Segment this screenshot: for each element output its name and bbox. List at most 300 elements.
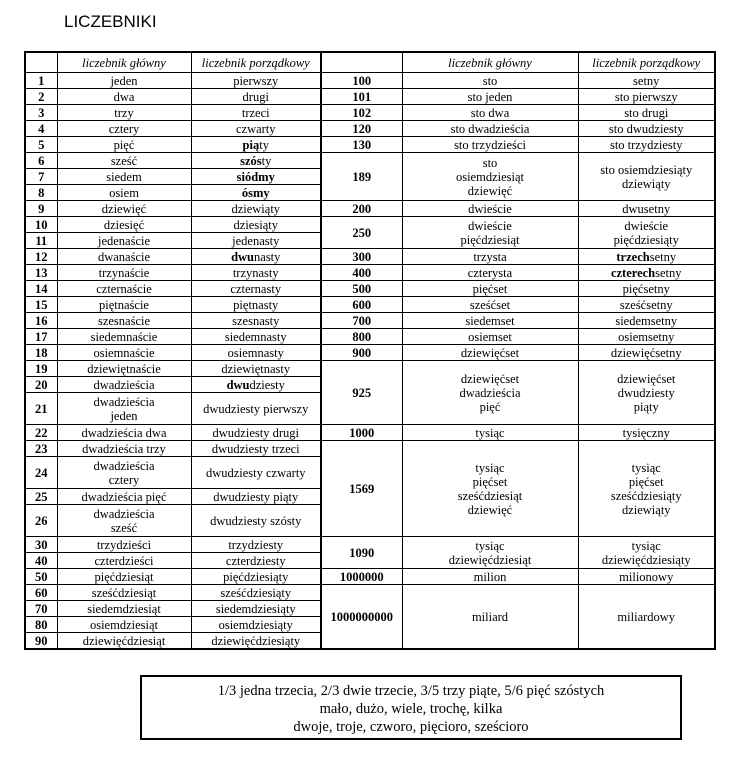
cardinal-cell bbox=[57, 553, 191, 569]
ordinal-cell bbox=[191, 137, 321, 153]
cardinal-cell bbox=[57, 265, 191, 281]
cardinal-text: dziewięćset bbox=[460, 371, 520, 386]
cardinal-text: szesnaście bbox=[97, 313, 151, 328]
cardinal-text: sto trzydzieści bbox=[454, 137, 526, 152]
ordinal-text: tysięczny bbox=[622, 425, 670, 440]
footer-box bbox=[140, 675, 682, 740]
ordinal-cell bbox=[191, 201, 321, 217]
ordinal-cell bbox=[191, 633, 321, 650]
ordinal-text: dwudziesty czwarty bbox=[205, 465, 306, 480]
cardinal-cell bbox=[57, 377, 191, 393]
cardinal-text: cztery bbox=[108, 472, 140, 487]
cardinal-text: dwadzieścia bbox=[459, 385, 521, 400]
header-ordinal-left: liczebnik porządkowy bbox=[191, 52, 321, 73]
cardinal-cell bbox=[402, 297, 578, 313]
number-cell: 22 bbox=[25, 425, 57, 441]
table-row bbox=[25, 249, 715, 265]
number-cell: 40 bbox=[25, 553, 57, 569]
header-cardinal-left: liczebnik główny bbox=[57, 52, 191, 73]
number-cell: 80 bbox=[25, 617, 57, 633]
cardinal-text: trzy bbox=[114, 105, 134, 120]
ordinal-cell bbox=[191, 233, 321, 249]
number-cell: 18 bbox=[25, 345, 57, 361]
number-cell: 1 bbox=[25, 73, 57, 89]
header-number-blank bbox=[25, 52, 57, 73]
ordinal-text: piąty bbox=[633, 399, 659, 414]
ordinal-text: dziewięćdziesiąty bbox=[211, 633, 301, 648]
number-cell: 10 bbox=[25, 217, 57, 233]
ordinal-text: dziesty bbox=[249, 377, 285, 392]
ordinal-text: trzynasty bbox=[232, 265, 279, 280]
cardinal-cell bbox=[57, 105, 191, 121]
ordinal-cell bbox=[578, 585, 715, 650]
cardinal-text: miliard bbox=[471, 609, 509, 624]
cardinal-text: dwadzieścia bbox=[93, 394, 155, 409]
ordinal-cell bbox=[578, 249, 715, 265]
ordinal-cell bbox=[578, 569, 715, 585]
number-cell: 250 bbox=[321, 217, 402, 249]
cardinal-cell bbox=[57, 537, 191, 553]
ordinal-cell bbox=[191, 505, 321, 537]
cardinal-cell bbox=[57, 329, 191, 345]
number-cell: 500 bbox=[321, 281, 402, 297]
table-row bbox=[25, 89, 715, 105]
ordinal-text: osiemdziesiąty bbox=[218, 617, 293, 632]
cardinal-text: czterysta bbox=[467, 265, 513, 280]
number-cell: 13 bbox=[25, 265, 57, 281]
ordinal-text: dziewięćset bbox=[617, 371, 676, 386]
cardinal-cell bbox=[402, 281, 578, 297]
ordinal-cell bbox=[191, 185, 321, 201]
cardinal-text: siedemnaście bbox=[90, 329, 158, 344]
ordinal-cell bbox=[191, 281, 321, 297]
cardinal-text: dwanaście bbox=[97, 249, 151, 264]
cardinal-text: pięć bbox=[479, 399, 501, 414]
ordinal-text: dwudziesty pierwszy bbox=[203, 401, 309, 416]
cardinal-text: osiemset bbox=[468, 329, 512, 344]
cardinal-cell bbox=[57, 281, 191, 297]
number-cell: 600 bbox=[321, 297, 402, 313]
cardinal-text: dwadzieścia bbox=[93, 506, 155, 521]
cardinal-cell bbox=[402, 105, 578, 121]
number-cell: 70 bbox=[25, 601, 57, 617]
ordinal-text: setny bbox=[633, 73, 660, 88]
number-cell: 130 bbox=[321, 137, 402, 153]
ordinal-text: dwudziesty drugi bbox=[212, 425, 299, 440]
ordinal-text: trzech bbox=[616, 249, 650, 264]
ordinal-text: pięćdziesiąty bbox=[613, 232, 679, 247]
header-number-blank-right bbox=[321, 52, 402, 73]
table-row bbox=[25, 265, 715, 281]
ordinal-text: sto dwudziesty bbox=[608, 121, 684, 136]
ordinal-text: sześćdziesiąty bbox=[220, 585, 292, 600]
table-row bbox=[25, 361, 715, 377]
ordinal-text: nasty bbox=[254, 249, 281, 264]
number-cell: 400 bbox=[321, 265, 402, 281]
number-cell: 5 bbox=[25, 137, 57, 153]
ordinal-text: ty bbox=[261, 153, 272, 168]
ordinal-text: jedenasty bbox=[232, 233, 280, 248]
ordinal-cell bbox=[191, 345, 321, 361]
ordinal-text: dwusetny bbox=[622, 201, 671, 216]
number-cell: 11 bbox=[25, 233, 57, 249]
cardinal-cell bbox=[57, 361, 191, 377]
cardinal-cell bbox=[57, 617, 191, 633]
ordinal-cell bbox=[578, 153, 715, 201]
ordinal-cell bbox=[578, 105, 715, 121]
cardinal-text: sto bbox=[482, 155, 498, 170]
footer-line-fractions: 1/3 jedna trzecia, 2/3 dwie trzecie, 3/5 trzy piąte, 5/6 pięć szóstych bbox=[217, 683, 605, 699]
number-cell: 9 bbox=[25, 201, 57, 217]
cardinal-text: tysiąc bbox=[475, 460, 505, 475]
ordinal-text: szós bbox=[240, 153, 262, 168]
ordinal-text: pięćdziesiąty bbox=[223, 569, 289, 584]
table-row bbox=[25, 201, 715, 217]
number-cell: 25 bbox=[25, 489, 57, 505]
ordinal-text: pięćsetny bbox=[622, 281, 670, 296]
cardinal-cell bbox=[57, 233, 191, 249]
number-cell: 4 bbox=[25, 121, 57, 137]
number-cell: 20 bbox=[25, 377, 57, 393]
cardinal-cell bbox=[402, 313, 578, 329]
number-cell: 120 bbox=[321, 121, 402, 137]
ordinal-text: czterdziesty bbox=[225, 553, 286, 568]
cardinal-text: dziewięćdziesiąt bbox=[82, 633, 166, 648]
cardinal-cell bbox=[402, 249, 578, 265]
cardinal-cell bbox=[402, 441, 578, 537]
cardinal-cell bbox=[402, 217, 578, 249]
cardinal-cell bbox=[402, 361, 578, 425]
cardinal-text: trzysta bbox=[473, 249, 507, 264]
number-cell: 30 bbox=[25, 537, 57, 553]
cardinal-text: czternaście bbox=[96, 281, 152, 296]
cardinal-text: osiemdziesiąt bbox=[89, 617, 159, 632]
ordinal-cell bbox=[191, 441, 321, 457]
cardinal-cell bbox=[57, 73, 191, 89]
ordinal-text: sto osiemdziesiąty bbox=[600, 162, 693, 177]
cardinal-text: trzynaście bbox=[98, 265, 150, 280]
cardinal-cell bbox=[57, 201, 191, 217]
table-row bbox=[25, 105, 715, 121]
ordinal-cell bbox=[578, 137, 715, 153]
cardinal-cell bbox=[57, 601, 191, 617]
ordinal-cell bbox=[578, 265, 715, 281]
cardinal-text: dwa bbox=[113, 89, 135, 104]
cardinal-text: sto bbox=[482, 73, 498, 88]
cardinal-cell bbox=[402, 89, 578, 105]
ordinal-cell bbox=[578, 281, 715, 297]
ordinal-text: dwu bbox=[226, 377, 250, 392]
number-cell: 21 bbox=[25, 393, 57, 425]
number-cell: 1000000 bbox=[321, 569, 402, 585]
cardinal-text: sześćset bbox=[469, 297, 511, 312]
ordinal-cell bbox=[191, 121, 321, 137]
number-cell: 2 bbox=[25, 89, 57, 105]
ordinal-text: dziewiętnasty bbox=[221, 361, 291, 376]
cardinal-cell bbox=[57, 185, 191, 201]
cardinal-cell bbox=[57, 137, 191, 153]
cardinal-cell bbox=[57, 441, 191, 457]
cardinal-text: sto dwa bbox=[470, 105, 510, 120]
cardinal-text: dwadzieścia trzy bbox=[82, 441, 166, 456]
ordinal-text: dziewiąty bbox=[621, 502, 671, 517]
cardinal-text: dwadzieścia bbox=[93, 458, 155, 473]
cardinal-cell bbox=[57, 153, 191, 169]
table-row bbox=[25, 297, 715, 313]
cardinal-text: siedem bbox=[106, 169, 142, 184]
ordinal-text: ósmy bbox=[241, 185, 270, 200]
ordinal-cell bbox=[191, 153, 321, 169]
number-cell: 14 bbox=[25, 281, 57, 297]
ordinal-text: drugi bbox=[242, 89, 269, 104]
cardinal-cell bbox=[402, 537, 578, 569]
cardinal-cell bbox=[402, 265, 578, 281]
ordinal-cell bbox=[578, 441, 715, 537]
cardinal-text: pięćdziesiąt bbox=[94, 569, 154, 584]
cardinal-text: piętnaście bbox=[99, 297, 149, 312]
ordinal-text: pięćset bbox=[628, 474, 664, 489]
cardinal-cell bbox=[57, 393, 191, 425]
ordinal-cell bbox=[191, 313, 321, 329]
cardinal-cell bbox=[57, 313, 191, 329]
table-row bbox=[25, 313, 715, 329]
number-cell: 8 bbox=[25, 185, 57, 201]
cardinal-text: osiem bbox=[109, 185, 139, 200]
ordinal-text: dziewięćsetny bbox=[610, 345, 682, 360]
ordinal-cell bbox=[191, 425, 321, 441]
cardinal-cell bbox=[402, 137, 578, 153]
cardinal-cell bbox=[402, 73, 578, 89]
table-row bbox=[25, 121, 715, 137]
cardinal-cell bbox=[402, 201, 578, 217]
ordinal-cell bbox=[578, 361, 715, 425]
table-row bbox=[25, 153, 715, 169]
cardinal-text: siedemdziesiąt bbox=[87, 601, 161, 616]
cardinal-cell bbox=[402, 329, 578, 345]
ordinal-cell bbox=[191, 569, 321, 585]
number-cell: 925 bbox=[321, 361, 402, 425]
table-row bbox=[25, 585, 715, 601]
ordinal-text: ty bbox=[259, 137, 269, 152]
ordinal-text: dwudziesty piąty bbox=[213, 489, 299, 504]
table-row bbox=[25, 137, 715, 153]
table-body bbox=[25, 73, 715, 650]
header-row bbox=[25, 52, 715, 73]
cardinal-text: jeden bbox=[110, 408, 138, 423]
cardinal-cell bbox=[57, 633, 191, 650]
ordinal-cell bbox=[191, 393, 321, 425]
number-cell: 101 bbox=[321, 89, 402, 105]
ordinal-text: dwudziesty trzeci bbox=[211, 441, 300, 456]
ordinal-cell bbox=[191, 89, 321, 105]
ordinal-cell bbox=[191, 553, 321, 569]
number-cell: 189 bbox=[321, 153, 402, 201]
cardinal-cell bbox=[402, 345, 578, 361]
cardinal-text: dwieście bbox=[468, 201, 512, 216]
ordinal-text: miliardowy bbox=[617, 609, 676, 624]
ordinal-text: dziewięćdziesiąty bbox=[601, 552, 691, 567]
ordinal-cell bbox=[578, 217, 715, 249]
number-cell: 90 bbox=[25, 633, 57, 650]
ordinal-cell bbox=[578, 425, 715, 441]
ordinal-text: setny bbox=[649, 249, 677, 264]
number-cell: 1569 bbox=[321, 441, 402, 537]
cardinal-text: pięć bbox=[113, 137, 135, 152]
cardinal-text: dziewięćset bbox=[460, 345, 520, 360]
ordinal-text: sto trzydziesty bbox=[609, 137, 683, 152]
number-cell: 19 bbox=[25, 361, 57, 377]
cardinal-text: cztery bbox=[108, 121, 140, 136]
ordinal-text: tysiąc bbox=[631, 460, 661, 475]
numerals-table bbox=[24, 51, 716, 650]
cardinal-text: trzydzieści bbox=[96, 537, 152, 552]
cardinal-text: dziewiętnaście bbox=[87, 361, 161, 376]
cardinal-text: czterdzieści bbox=[94, 553, 154, 568]
ordinal-text: szesnasty bbox=[232, 313, 280, 328]
cardinal-cell bbox=[57, 489, 191, 505]
cardinal-text: siedemset bbox=[465, 313, 515, 328]
ordinal-text: pierwszy bbox=[233, 73, 279, 88]
page-title: LICZEBNIKI bbox=[64, 12, 157, 31]
cardinal-text: pięćset bbox=[472, 281, 508, 296]
ordinal-text: dwudziesty szósty bbox=[210, 513, 302, 528]
number-cell: 900 bbox=[321, 345, 402, 361]
table-row bbox=[25, 329, 715, 345]
ordinal-text: trzeci bbox=[241, 105, 270, 120]
ordinal-cell bbox=[191, 601, 321, 617]
cardinal-text: dziewięćdziesiąt bbox=[448, 552, 532, 567]
cardinal-text: sto dwadzieścia bbox=[450, 121, 530, 136]
number-cell: 1000000000 bbox=[321, 585, 402, 650]
ordinal-cell bbox=[191, 329, 321, 345]
ordinal-cell bbox=[191, 217, 321, 233]
table-row bbox=[25, 425, 715, 441]
ordinal-cell bbox=[191, 249, 321, 265]
number-cell: 1090 bbox=[321, 537, 402, 569]
number-cell: 17 bbox=[25, 329, 57, 345]
ordinal-text: pią bbox=[242, 137, 260, 152]
number-cell: 200 bbox=[321, 201, 402, 217]
ordinal-cell bbox=[578, 89, 715, 105]
cardinal-text: sześć bbox=[110, 520, 138, 535]
ordinal-text: dwudziesty bbox=[617, 385, 675, 400]
ordinal-text: siedemdziesiąty bbox=[215, 601, 296, 616]
cardinal-text: sześćdziesiąt bbox=[91, 585, 157, 600]
ordinal-text: dwu bbox=[231, 249, 255, 264]
number-cell: 6 bbox=[25, 153, 57, 169]
cardinal-text: jedenaście bbox=[97, 233, 151, 248]
cardinal-text: dwadzieścia pięć bbox=[81, 489, 167, 504]
cardinal-cell bbox=[402, 585, 578, 650]
ordinal-text: siódmy bbox=[236, 169, 275, 184]
number-cell: 50 bbox=[25, 569, 57, 585]
cardinal-cell bbox=[57, 569, 191, 585]
ordinal-text: dwieście bbox=[624, 218, 669, 233]
ordinal-cell bbox=[578, 537, 715, 569]
cardinal-text: dwadzieścia bbox=[93, 377, 155, 392]
ordinal-cell bbox=[578, 201, 715, 217]
cardinal-cell bbox=[57, 297, 191, 313]
table-row bbox=[25, 217, 715, 233]
ordinal-text: osiemnasty bbox=[227, 345, 284, 360]
cardinal-cell bbox=[402, 425, 578, 441]
ordinal-text: milionowy bbox=[619, 569, 674, 584]
ordinal-text: czterech bbox=[610, 265, 656, 280]
ordinal-cell bbox=[191, 297, 321, 313]
cardinal-text: osiemnaście bbox=[93, 345, 155, 360]
number-cell: 800 bbox=[321, 329, 402, 345]
ordinal-cell bbox=[578, 73, 715, 89]
ordinal-text: trzydziesty bbox=[228, 537, 284, 552]
cardinal-text: dwieście bbox=[468, 218, 512, 233]
cardinal-cell bbox=[57, 217, 191, 233]
cardinal-text: pięćset bbox=[472, 474, 508, 489]
ordinal-text: siedemsetny bbox=[615, 313, 678, 328]
cardinal-cell bbox=[57, 505, 191, 537]
header-ordinal-right: liczebnik porządkowy bbox=[578, 52, 715, 73]
table-row bbox=[25, 281, 715, 297]
number-cell: 3 bbox=[25, 105, 57, 121]
ordinal-cell bbox=[191, 489, 321, 505]
ordinal-cell bbox=[191, 265, 321, 281]
ordinal-cell bbox=[191, 361, 321, 377]
cardinal-cell bbox=[57, 169, 191, 185]
footer-line-quantities: mało, dużo, wiele, trochę, kilka bbox=[319, 701, 503, 717]
number-cell: 100 bbox=[321, 73, 402, 89]
number-cell: 102 bbox=[321, 105, 402, 121]
footer-line-collective: dwoje, troje, czworo, pięcioro, sześcioro bbox=[293, 719, 529, 735]
cardinal-text: jeden bbox=[110, 73, 138, 88]
ordinal-text: czternasty bbox=[230, 281, 282, 296]
cardinal-cell bbox=[57, 425, 191, 441]
ordinal-text: dziewiąty bbox=[621, 176, 671, 191]
cardinal-text: dziewięć bbox=[101, 201, 147, 216]
cardinal-text: osiemdziesiąt bbox=[455, 169, 525, 184]
cardinal-text: tysiąc bbox=[475, 538, 505, 553]
ordinal-cell bbox=[191, 457, 321, 489]
ordinal-text: dziewiąty bbox=[231, 201, 281, 216]
cardinal-text: tysiąc bbox=[475, 425, 505, 440]
table-row bbox=[25, 569, 715, 585]
number-cell: 26 bbox=[25, 505, 57, 537]
ordinal-text: sto pierwszy bbox=[614, 89, 678, 104]
ordinal-cell bbox=[191, 585, 321, 601]
cardinal-text: dziewięć bbox=[467, 502, 513, 517]
cardinal-text: pięćdziesiąt bbox=[460, 232, 520, 247]
cardinal-text: dziewięć bbox=[467, 183, 513, 198]
ordinal-cell bbox=[191, 617, 321, 633]
cardinal-text: sto jeden bbox=[467, 89, 513, 104]
ordinal-cell bbox=[191, 73, 321, 89]
number-cell: 15 bbox=[25, 297, 57, 313]
ordinal-cell bbox=[578, 329, 715, 345]
cardinal-text: sześćdziesiąt bbox=[457, 488, 523, 503]
cardinal-cell bbox=[402, 121, 578, 137]
cardinal-cell bbox=[57, 249, 191, 265]
number-cell: 24 bbox=[25, 457, 57, 489]
ordinal-text: czwarty bbox=[235, 121, 276, 136]
number-cell: 300 bbox=[321, 249, 402, 265]
cardinal-text: milion bbox=[473, 569, 507, 584]
ordinal-text: dziesiąty bbox=[233, 217, 278, 232]
cardinal-text: sześć bbox=[110, 153, 138, 168]
ordinal-cell bbox=[191, 537, 321, 553]
ordinal-cell bbox=[191, 105, 321, 121]
cardinal-cell bbox=[57, 585, 191, 601]
ordinal-text: setny bbox=[655, 265, 682, 280]
table-row bbox=[25, 345, 715, 361]
ordinal-text: sześćdziesiąty bbox=[610, 488, 682, 503]
